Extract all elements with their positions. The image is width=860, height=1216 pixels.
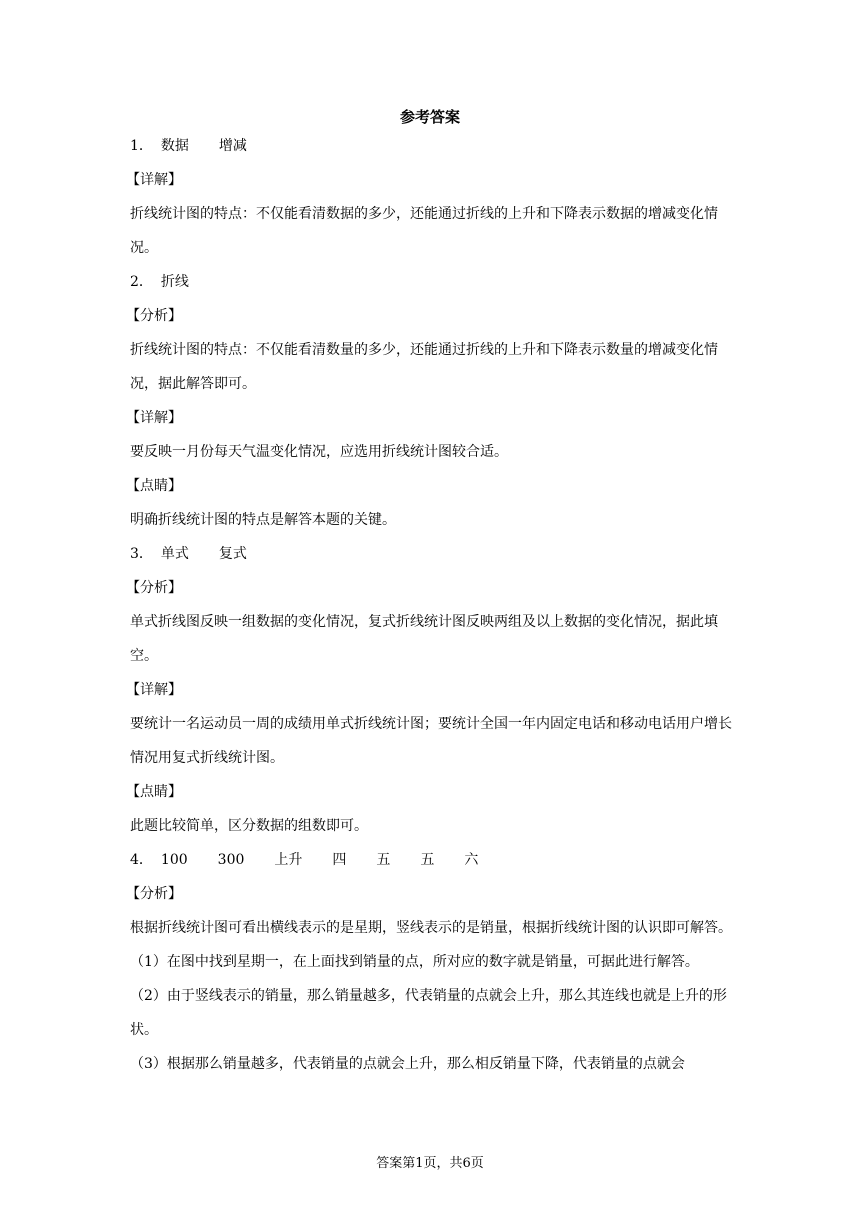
- q2-detail: 要反映一月份每天气温变化情况，应选用折线统计图较合适。: [130, 444, 508, 460]
- q3-detail: 要统计一名运动员一周的成绩用单式折线统计图；要统计全国一年内固定电话和移动电话用户增长情况用复式折线统计图。: [130, 716, 732, 766]
- q4-analysis: 根据折线统计图可看出横线表示的是星期，竖线表示的是销量，根据折线统计图的认识即可解答。: [130, 920, 732, 936]
- q2-comment: 明确折线统计图的特点是解答本题的关键。: [130, 512, 396, 528]
- q3-number: 3．: [130, 546, 153, 562]
- page-footer: 答案第1页，共6页: [376, 1156, 484, 1171]
- answer-content: [126, 129, 735, 1081]
- q4-answer-5: 五: [376, 852, 391, 868]
- q3-detail-label: 【详解】: [126, 682, 182, 698]
- q1-detail-label: 【详解】: [126, 172, 182, 188]
- q3-answer-2: 复式: [218, 546, 247, 562]
- q4-answer-6: 五: [420, 852, 435, 868]
- q2-number: 2．: [130, 274, 153, 290]
- q4-analysis-label: 【分析】: [126, 886, 182, 902]
- q3-analysis: 单式折线图反映一组数据的变化情况，复式折线统计图反映两组及以上数据的变化情况，据此填空。: [130, 614, 718, 664]
- q4-answer: [130, 843, 735, 877]
- q2-detail-label: 【详解】: [126, 410, 182, 426]
- q1-answer-1: 数据: [160, 138, 189, 154]
- q1-answer-2: 增减: [218, 138, 247, 154]
- q4-answer-4: 四: [332, 852, 347, 868]
- q4-step-3: （3）根据那么销量越多，代表销量的点就会上升，那么相反销量下降，代表销量的点就会: [130, 1056, 685, 1072]
- q1-answer: [130, 129, 735, 163]
- q1-detail: 折线统计图的特点：不仅能看清数据的多少，还能通过折线的上升和下降表示数据的增减变化情况。: [130, 206, 718, 256]
- q2-answer: [130, 265, 735, 299]
- page-title: 参考答案: [399, 108, 460, 126]
- q3-analysis-label: 【分析】: [126, 580, 182, 596]
- q1-number: 1．: [130, 138, 153, 154]
- q3-comment: 此题比较简单，区分数据的组数即可。: [130, 818, 368, 834]
- q4-answer-3: 上升: [274, 852, 303, 868]
- q4-number: 4．: [130, 852, 153, 868]
- q4-step-1: （1）在图中找到星期一，在上面找到销量的点，所对应的数字就是销量，可据此进行解答。: [130, 954, 699, 970]
- q3-answer-1: 单式: [160, 546, 189, 562]
- q2-answer-1: 折线: [160, 274, 189, 290]
- q4-step-2: （2）由于竖线表示的销量，那么销量越多，代表销量的点就会上升，那么其连线也就是上升的形状。: [130, 988, 727, 1038]
- q3-comment-label: 【点睛】: [126, 784, 182, 800]
- q2-analysis: 折线统计图的特点：不仅能看清数量的多少，还能通过折线的上升和下降表示数量的增减变化情况，据此解答即可。: [130, 342, 718, 392]
- q3-answer: [130, 537, 735, 571]
- q4-answer-2: 300: [217, 852, 245, 868]
- q4-answer-7: 六: [464, 852, 479, 868]
- q4-answer-1: 100: [160, 852, 188, 868]
- q2-analysis-label: 【分析】: [126, 308, 182, 324]
- q2-comment-label: 【点睛】: [126, 478, 182, 494]
